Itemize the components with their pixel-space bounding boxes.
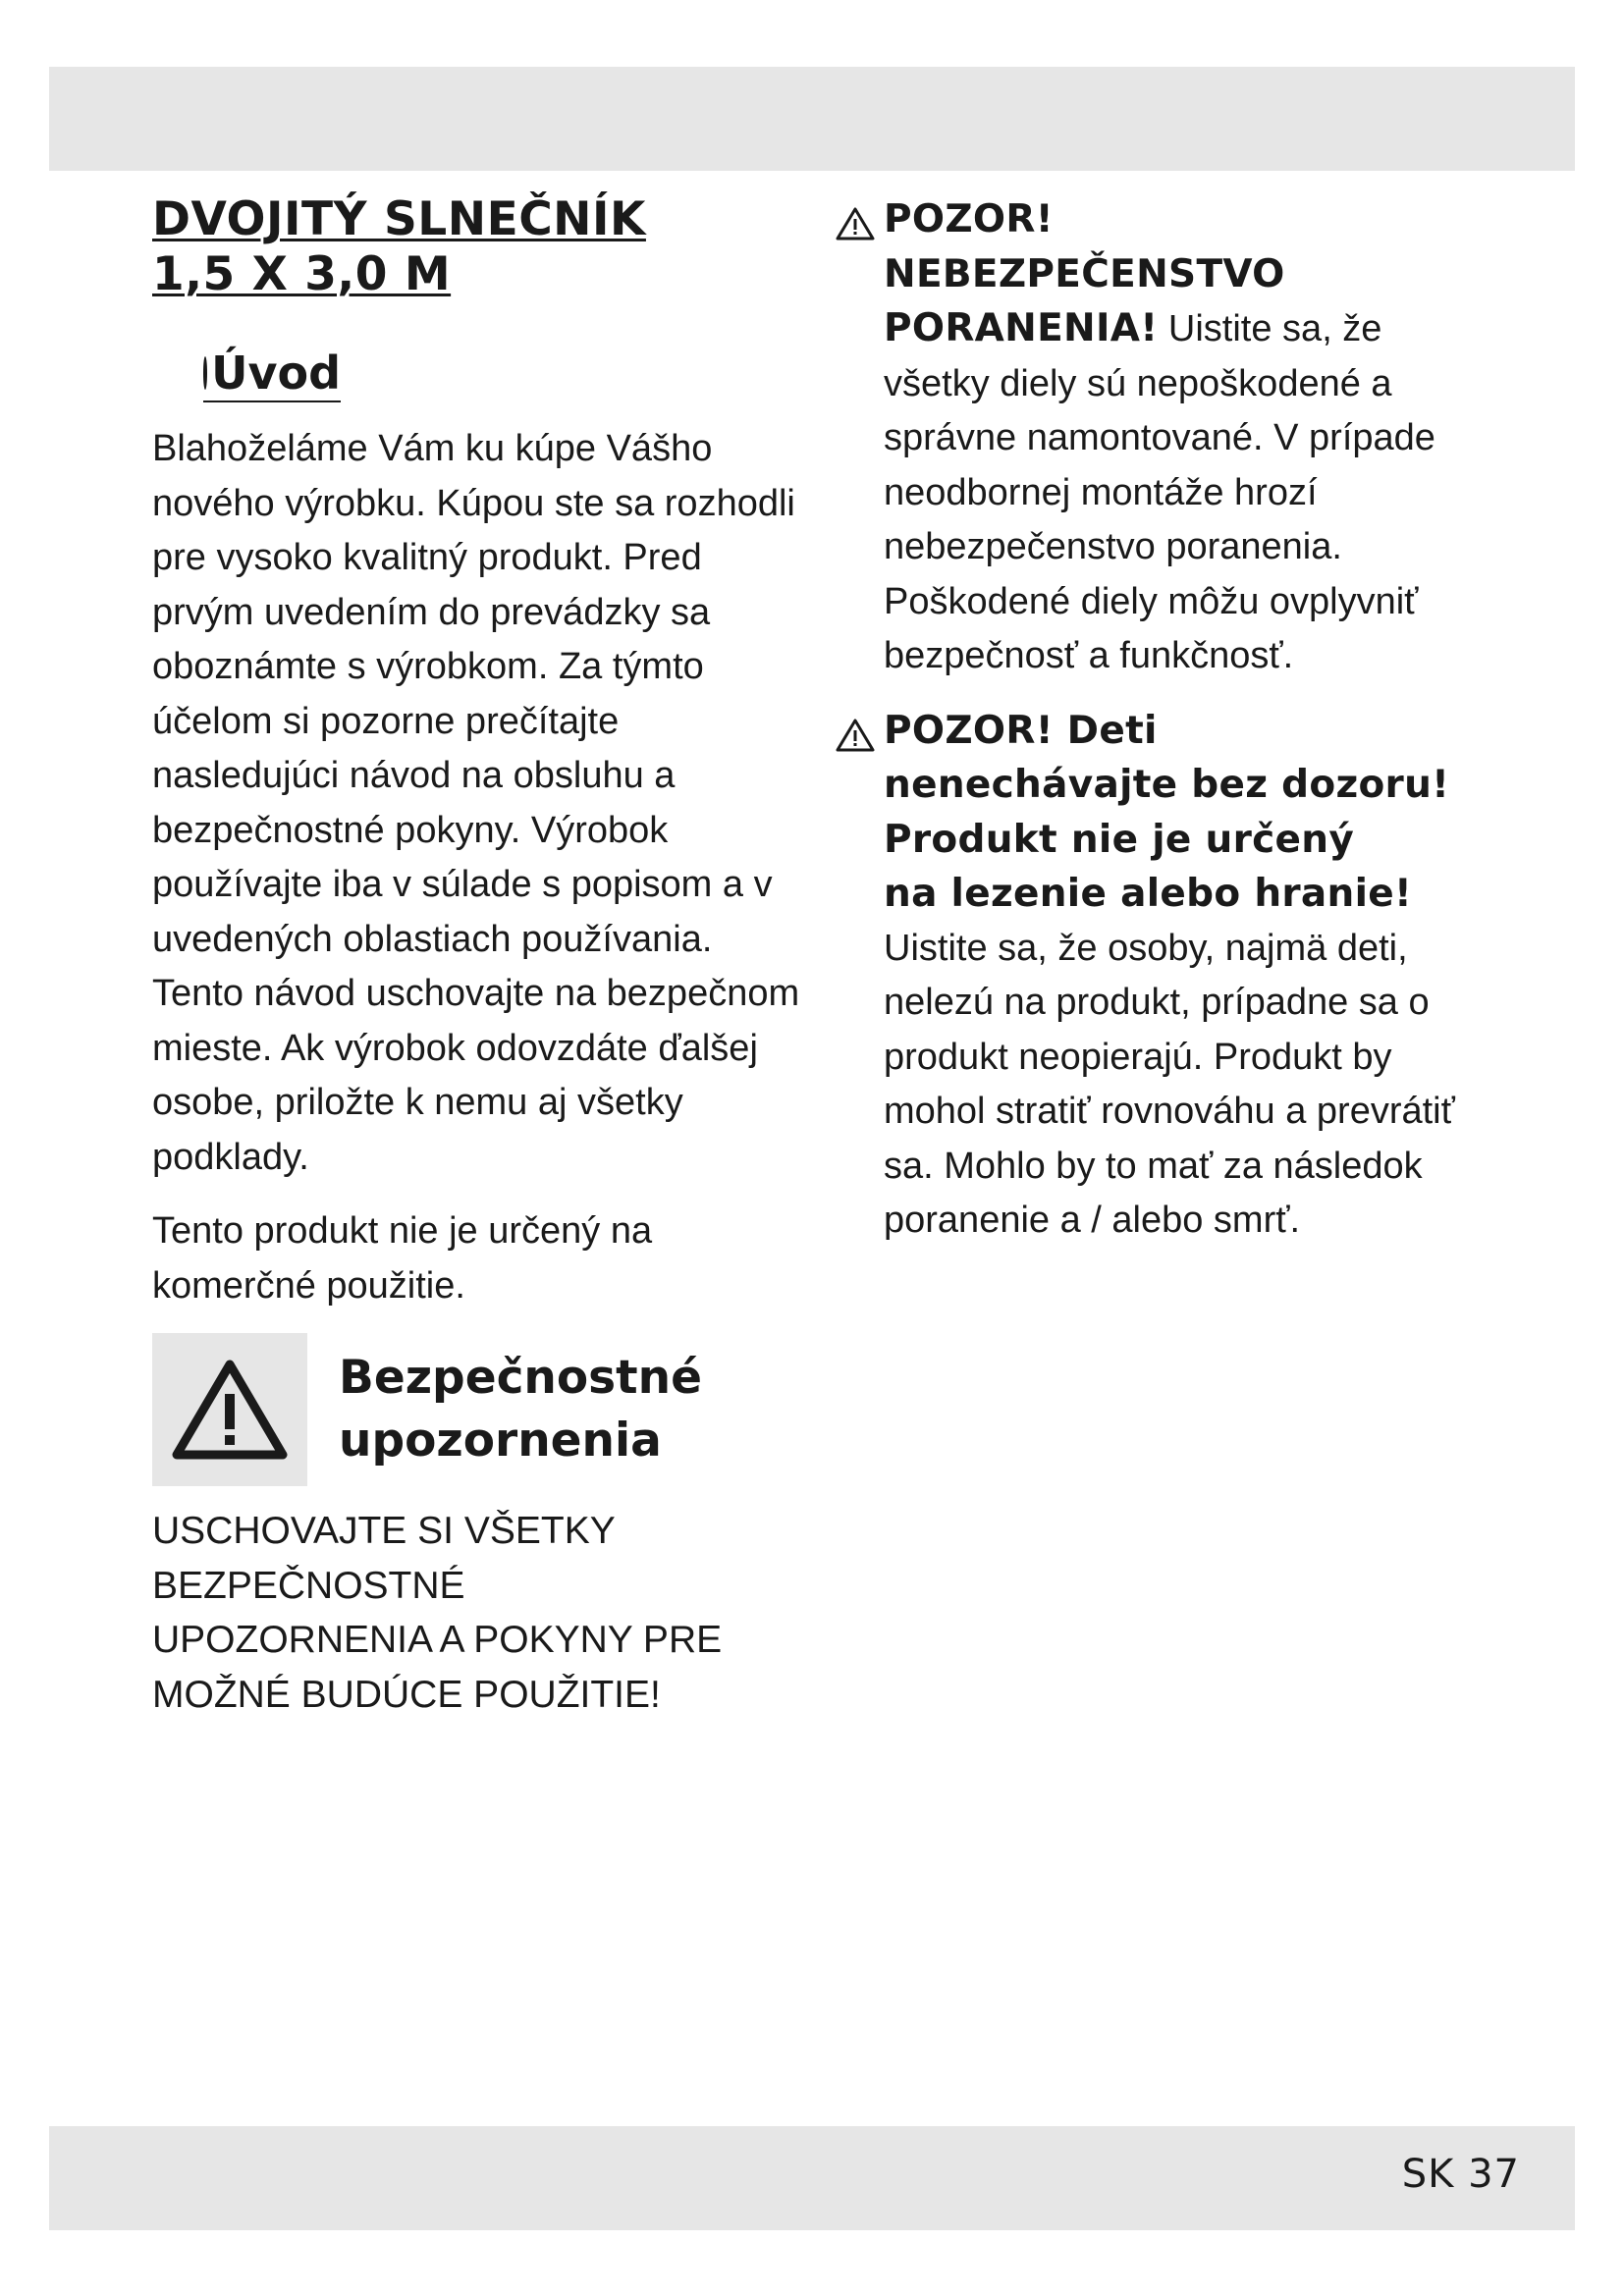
children-warning-title2: nenechávajte bez dozoru! [884,763,1450,807]
injury-warning-title1: POZOR! [884,197,1054,241]
intro-paragraph: Blahoželáme Vám ku kúpe Vášho nového výrobku. Kúpou ste sa rozhodli pre vysoko kvalitný produkt. Pred prvým uvedením do prevádzky sa oboznámte s výrobkom. Za týmto účelom si pozorne prečítajte nasledujúci návod na obsluhu a bezpečnostné pokyny. Výrobok používajte iba v súlade s popisom a v uvedených oblastiach používania. Tento návod uschovajte na bezpečnom mieste. Ak výrobok odovzdáte ďalšej osobe, priložte k nemu aj všetky podklady. [152,428,800,1178]
commercial-use-paragraph: Tento produkt nie je určený na komerčné použitie. [152,1210,653,1307]
safety-heading [339,1347,702,1472]
keep-line2: BEZPEČNOSTNÉ [152,1564,465,1607]
product-title-line2: 1,5 X 3,0 M [152,247,452,301]
children-warning-text: Uistite sa, že osoby, najmä deti, nelezú na produkt, prípadne sa o produkt neopierajú. Produkt by mohol stratiť rovnováhu a prevrátiť sa. Mohlo by to mať za následok poranenie a / alebo smrť. [884,927,1455,1241]
injury-warning-title2: NEBEZPEČENSTVO [884,251,1285,296]
keep-instructions-notice [152,1504,800,1722]
safety-heading-line2: upozornenia [339,1414,662,1468]
intro-heading [203,346,341,402]
product-title [152,192,800,302]
keep-line3: UPOZORNENIA A POKYNY PRE [152,1619,723,1661]
header-band [49,67,1575,171]
children-warning-title1: POZOR! Deti [884,708,1158,753]
footer-band [49,2126,1575,2230]
page-number: SK 37 [1401,2152,1520,2197]
safety-section-header [152,1333,800,1486]
warning-triangle-icon [835,718,876,753]
warning-triangle-icon [835,206,876,241]
intro-heading-label: Úvod [211,347,341,400]
keep-line1: USCHOVAJTE SI VŠETKY [152,1510,616,1552]
keep-line4: MOŽNÉ BUDÚCE POUŽITIE! [152,1673,661,1716]
injury-warning-title3: PORANENIA! [884,306,1159,350]
right-column [835,192,1483,1268]
children-warning-title3: Produkt nie je určený [884,817,1355,862]
warning-box [152,1333,307,1486]
safety-heading-line1: Bezpečnostné [339,1351,702,1405]
bullet-dot-icon [203,356,207,390]
injury-warning-text: Uistite sa, že všetky diely sú nepoškodené a správne namontované. V prípade neodbornej montáže hrozí nebezpečenstvo poranenia. Poškodené diely môžu ovplyvniť bezpečnosť a funkčnosť. [884,308,1435,676]
left-column [152,192,800,1722]
children-warning-title4: na lezenie alebo hranie! [884,872,1413,916]
children-warning [835,704,1483,1249]
product-title-line1: DVOJITÝ SLNEČNÍK [152,192,646,246]
warning-triangle-icon [171,1359,289,1461]
injury-warning [835,192,1483,684]
